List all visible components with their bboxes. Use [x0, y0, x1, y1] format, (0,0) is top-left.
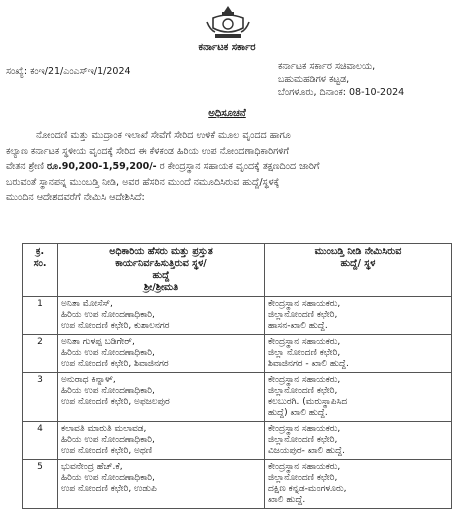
officer-line: ಉಪ ನೋಂದಣಿ ಕಛೇರಿ, ಶಿವಾಜಿನಗರ — [61, 359, 169, 369]
post-line: ಜಿಲ್ಲಾನೋಂದಣಿ ಕಛೇರಿ, — [268, 435, 338, 445]
address-date-line: ಬೆಂಗಳೂರು, ದಿನಾಂಕ: 08-10-2024 — [278, 87, 405, 98]
header-text: ಹುದ್ದೆ — [152, 270, 170, 281]
body-line: ಮುಂದಿನ ಆದೇಶದವರೆಗೆ ನೇಮಿಸಿ ಆದೇಶಿಸಿದೆ: — [6, 192, 145, 203]
header-text: ಮುಂಬಡ್ತಿ ನೀಡಿ ನೇಮಿಸಿರುವ — [314, 246, 402, 257]
officer-name: ಅನಿತಾ ಮೋಸೆಸ್, — [61, 299, 113, 309]
table-row — [23, 297, 452, 335]
header-text: ಶ್ರೀ/ಶ್ರೀಮತಿ — [143, 282, 179, 293]
serial-cell: 4 — [23, 422, 58, 460]
officer-line: ಉಪ ನೋಂದಣಿ ಕಛೇರಿ, ಉಡುಪಿ — [61, 484, 157, 494]
post-line: ಕೇಂದ್ರಸ್ಥಾನ ಸಹಾಯಕರು, — [268, 337, 341, 347]
officer-cell — [58, 373, 265, 422]
officer-name: ಕಲಾವತಿ ಮಾರುತಿ ಮಲಾವಡ, — [61, 424, 147, 434]
post-line: ವಿಜಯಪುರ- ಖಾಲಿ ಹುದ್ದೆ. — [268, 446, 345, 456]
post-line: ಕೇಂದ್ರಸ್ಥಾನ ಸಹಾಯಕರು, — [268, 462, 341, 472]
officer-name: ಅನಿತಾ ಗುಳಪ್ಪ ಬಡಿಗೇರ್, — [61, 337, 135, 347]
officer-cell — [58, 422, 265, 460]
officer-line: ಹಿರಿಯ ಉಪ ನೋಂದಣಾಧಿಕಾರಿ, — [61, 348, 155, 358]
body-line: ನೋಂದಣಿ ಮತ್ತು ಮುದ್ರಾಂಕ ಇಲಾಖೆ ಸೇವೆಗೆ ಸೇರಿದ ಉಳಿಕೆ ಮೂಲ ವೃಂದದ ಹಾಗೂ — [36, 130, 291, 141]
karnataka-emblem-icon — [203, 4, 253, 40]
serial-cell: 2 — [23, 335, 58, 373]
serial-cell: 1 — [23, 297, 58, 335]
post-line: ಶಿವಾಜಿನಗರ - ಖಾಲಿ ಹುದ್ದೆ. — [268, 359, 349, 369]
officer-cell — [58, 460, 265, 509]
reference-number: ಸಂಖ್ಯೆ: ಕಂಇ/21/ಎಂಎಸ್‌ಇ/1/2024 — [6, 66, 131, 77]
header-text: ಕಾರ್ಯನಿರ್ವಹಿಸುತ್ತಿರುವ ಸ್ಥಳ/ — [115, 258, 207, 269]
header-serial — [23, 244, 58, 297]
officer-line: ಉಪ ನೋಂದಣಿ ಕಛೇರಿ, ಕುಶಾಲನಗರ — [61, 321, 170, 331]
post-cell — [265, 297, 452, 335]
officer-line: ಹಿರಿಯ ಉಪ ನೋಂದಣಾಧಿಕಾರಿ, — [61, 386, 155, 396]
officer-line: ಹಿರಿಯ ಉಪ ನೋಂದಣಾಧಿಕಾರಿ, — [61, 435, 155, 445]
table-row — [23, 422, 452, 460]
post-line: ಕಲಬುರಗಿ. (ಮರುಸ್ಥಾಪಿಸಿದ — [268, 397, 348, 407]
officer-line: ಹಿರಿಯ ಉಪ ನೋಂದಣಾಧಿಕಾರಿ, — [61, 473, 155, 483]
body-text-span: ವೇತನ ಶ್ರೇಣಿ — [6, 161, 48, 172]
post-cell — [265, 335, 452, 373]
office-address — [278, 60, 450, 99]
pay-scale: ರೂ.90,200-1,59,200/- — [47, 161, 157, 172]
post-line: ಖಾಲಿ ಹುದ್ದೆ. — [268, 495, 306, 505]
post-line: ಕೇಂದ್ರಸ್ಥಾನ ಸಹಾಯಕರು, — [268, 299, 341, 309]
header-text: ಅಧಿಕಾರಿಯ ಹೆಸರು ಮತ್ತು ಪ್ರಸ್ತುತ — [109, 246, 213, 257]
header-text: ಕ್ರ. — [35, 246, 45, 257]
officer-cell — [58, 297, 265, 335]
officer-name: ಅನುರಾಧ ಕಿನ್ನಾಳ್, — [61, 375, 116, 385]
table-row — [23, 373, 452, 422]
post-line: ಜಿಲ್ಲಾ ನೋಂದಣಿ ಕಛೇರಿ, — [268, 348, 341, 358]
header-officer — [58, 244, 265, 297]
post-cell — [265, 373, 452, 422]
post-line: ಹುದ್ದೆ) ಖಾಲಿ ಹುದ್ದೆ. — [268, 408, 328, 418]
post-line: ಜಿಲ್ಲಾನೋಂದಣಿ ಕಛೇರಿ, — [268, 386, 338, 396]
officer-line: ಉಪ ನೋಂದಣಿ ಕಛೇರಿ, ಅಫಜಲಪುರ — [61, 397, 170, 407]
post-line: ಕೇಂದ್ರಸ್ಥಾನ ಸಹಾಯಕರು, — [268, 375, 341, 385]
table-header-row — [23, 244, 452, 297]
officer-cell — [58, 335, 265, 373]
serial-cell: 5 — [23, 460, 58, 509]
body-text-span: ರ ಕೇಂದ್ರಸ್ಥಾನ ಸಹಾಯಕ ವೃಂದಕ್ಕೆ ತಕ್ಷಣದಿಂದ ಜಾರಿಗೆ — [156, 161, 320, 172]
table-row — [23, 335, 452, 373]
body-line — [6, 159, 446, 175]
table-row — [23, 460, 452, 509]
post-line: ದಕ್ಷಿಣ ಕನ್ನಡ-ಮಂಗಳೂರು, — [268, 484, 347, 494]
officer-name: ಭುವನೇಂದ್ರ ಹೆಚ್.ಕೆ, — [61, 462, 123, 472]
post-line: ಜಿಲ್ಲಾನೋಂದಣಿ ಕಛೇರಿ, — [268, 310, 338, 320]
post-cell — [265, 460, 452, 509]
address-line: ಬಹುಮಹಡಿಗಳ ಕಟ್ಟಡ, — [278, 74, 350, 85]
officer-line: ಹಿರಿಯ ಉಪ ನೋಂದಣಾಧಿಕಾರಿ, — [61, 310, 155, 320]
body-line: ಬರುವಂತೆ ಸ್ಥಾನಪನ್ನ ಮುಂಬಡ್ತಿ ನೀಡಿ, ಅವರ ಹೆಸರಿನ ಮುಂದೆ ನಮೂದಿಸಿರುವ ಹುದ್ದೆ/ಸ್ಥಳಕ್ಕೆ — [6, 176, 280, 188]
header-post — [265, 244, 452, 297]
post-line: ಕೇಂದ್ರಸ್ಥಾನ ಸಹಾಯಕರು, — [268, 424, 341, 434]
appointment-table — [22, 243, 452, 509]
post-cell — [265, 422, 452, 460]
government-title: ಕರ್ನಾಟಕ ಸರ್ಕಾರ — [198, 42, 256, 53]
serial-cell: 3 — [23, 373, 58, 422]
body-line: ಕಲ್ಯಾಣ ಕರ್ನಾಟಕ ಸ್ಥಳೀಯ ವೃಂದಕ್ಕೆ ಸೇರಿದ ಈ ಕೆಳಕಂಡ ಹಿರಿಯ ಉಪ ನೋಂದಣಾಧಿಕಾರಿಗಳಿಗೆ — [6, 145, 289, 157]
post-line: ಜಿಲ್ಲಾನೋಂದಣಿ ಕಛೇರಿ, — [268, 473, 338, 483]
post-line: ಹಾಸನ-ಖಾಲಿ ಹುದ್ದೆ. — [268, 321, 328, 331]
officer-line: ಉಪ ನೋಂದಣಿ ಕಛೇರಿ, ಅಥಣಿ — [61, 446, 153, 456]
notification-body — [6, 128, 446, 206]
notification-title: ಅಧಿಸೂಚನೆ — [208, 108, 246, 119]
header-text: ಸಂ. — [33, 258, 47, 269]
address-line: ಕರ್ನಾಟಕ ಸರ್ಕಾರ ಸಚಿವಾಲಯ, — [278, 61, 376, 72]
header-text: ಹುದ್ದೆ/ ಸ್ಥಳ — [340, 258, 376, 269]
